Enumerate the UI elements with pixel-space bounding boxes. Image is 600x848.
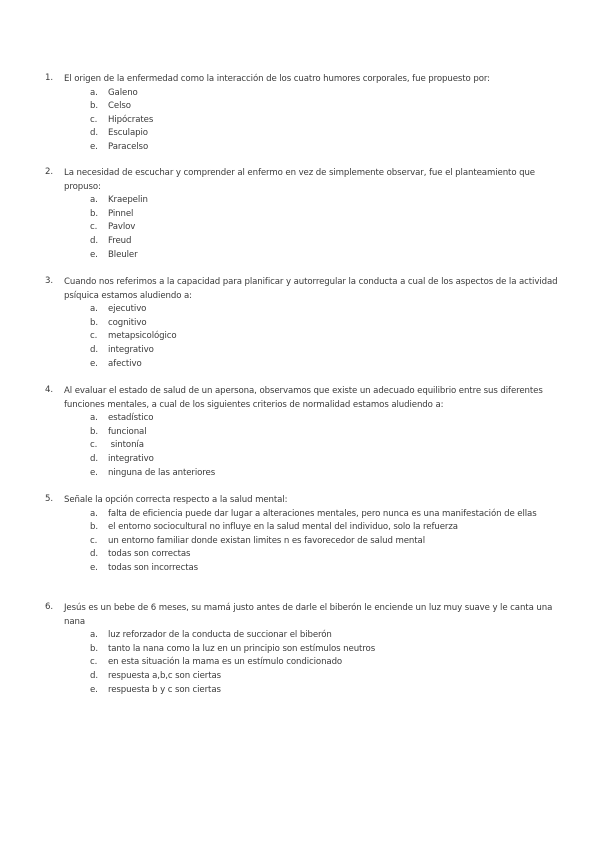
- option-c: [45, 330, 560, 344]
- question-text: Cuando nos referimos a la capacidad para planificar y autorregular la conducta a cual de los aspectos de la actividad psíquica estamos aludiendo a:: [64, 277, 558, 301]
- option-c: [45, 439, 560, 453]
- question-number: 6.: [45, 602, 53, 612]
- option-b: [45, 317, 560, 331]
- question-6: [45, 602, 560, 697]
- option-c: [45, 535, 560, 549]
- option-letter: d.: [90, 670, 98, 681]
- question-3: [45, 276, 560, 371]
- options-list: [45, 412, 560, 480]
- option-letter: b.: [90, 208, 98, 219]
- option-text: Hipócrates: [108, 114, 154, 125]
- option-letter: e.: [90, 467, 98, 478]
- option-text: sintonía: [108, 440, 144, 451]
- option-text: Esculapio: [108, 128, 148, 139]
- option-b: [45, 426, 560, 440]
- option-d: [45, 344, 560, 358]
- option-a: [45, 508, 560, 522]
- option-text: Galeno: [108, 87, 138, 98]
- option-letter: e.: [90, 562, 98, 573]
- option-text: ninguna de las anteriores: [108, 467, 216, 478]
- option-e: [45, 249, 560, 263]
- option-letter: d.: [90, 549, 98, 560]
- option-letter: d.: [90, 453, 98, 464]
- option-text: un entorno familiar donde existan limites n es favorecedor de salud mental: [108, 535, 425, 546]
- option-d: [45, 670, 560, 684]
- option-e: [45, 467, 560, 481]
- question-number: 2.: [45, 167, 53, 177]
- option-letter: e.: [90, 141, 98, 152]
- options-list: [45, 508, 560, 576]
- option-e: [45, 141, 560, 155]
- option-c: [45, 221, 560, 235]
- option-letter: b.: [90, 643, 98, 654]
- option-text: el entorno sociocultural no influye en la salud mental del individuo, solo la refuerza: [108, 522, 458, 533]
- option-letter: e.: [90, 684, 98, 695]
- option-text: funcional: [108, 426, 147, 437]
- option-letter: c.: [90, 657, 98, 668]
- option-b: [45, 643, 560, 657]
- question-4: [45, 385, 560, 480]
- options-list: [45, 194, 560, 262]
- option-letter: e.: [90, 358, 98, 369]
- option-e: [45, 684, 560, 698]
- option-a: [45, 87, 560, 101]
- question-text: La necesidad de escuchar y comprender al enfermo en vez de simplemente observar, fue el planteamiento que propuso:: [64, 168, 535, 192]
- option-text: todas son correctas: [108, 549, 191, 560]
- option-text: Paracelso: [108, 141, 149, 152]
- option-a: [45, 412, 560, 426]
- option-a: [45, 303, 560, 317]
- option-e: [45, 358, 560, 372]
- option-text: cognitivo: [108, 317, 147, 328]
- option-text: respuesta a,b,c son ciertas: [108, 670, 222, 681]
- option-text: Pavlov: [108, 222, 136, 233]
- options-list: [45, 629, 560, 697]
- option-letter: a.: [90, 508, 98, 519]
- option-letter: a.: [90, 630, 98, 641]
- option-c: [45, 114, 560, 128]
- option-b: [45, 208, 560, 222]
- option-letter: d.: [90, 235, 98, 246]
- question-2: [45, 167, 560, 262]
- option-text: metapsicológico: [108, 331, 177, 342]
- option-text: Celso: [108, 101, 131, 112]
- option-letter: c.: [90, 331, 98, 342]
- option-a: [45, 194, 560, 208]
- option-letter: b.: [90, 317, 98, 328]
- option-text: luz reforzador de la conducta de succionar el biberón: [108, 630, 332, 641]
- question-number: 1.: [45, 73, 53, 83]
- option-letter: c.: [90, 114, 98, 125]
- option-letter: b.: [90, 426, 98, 437]
- option-letter: d.: [90, 128, 98, 139]
- option-letter: b.: [90, 101, 98, 112]
- option-text: integrativo: [108, 344, 154, 355]
- option-text: Pinnel: [108, 208, 134, 219]
- option-d: [45, 235, 560, 249]
- option-d: [45, 453, 560, 467]
- option-letter: c.: [90, 440, 98, 451]
- option-letter: a.: [90, 413, 98, 424]
- question-number: 4.: [45, 385, 53, 395]
- option-b: [45, 100, 560, 114]
- option-text: en esta situación la mama es un estímulo condicionado: [108, 657, 343, 668]
- option-b: [45, 521, 560, 535]
- options-list: [45, 87, 560, 155]
- option-text: integrativo: [108, 453, 154, 464]
- options-list: [45, 303, 560, 371]
- option-a: [45, 629, 560, 643]
- option-d: [45, 548, 560, 562]
- option-letter: a.: [90, 87, 98, 98]
- question-number: 5.: [45, 494, 53, 504]
- option-text: Freud: [108, 235, 132, 246]
- question-5: [45, 494, 560, 576]
- option-letter: a.: [90, 195, 98, 206]
- question-1: [45, 73, 560, 155]
- option-letter: d.: [90, 344, 98, 355]
- option-c: [45, 656, 560, 670]
- option-letter: c.: [90, 535, 98, 546]
- option-d: [45, 127, 560, 141]
- option-text: todas son incorrectas: [108, 562, 199, 573]
- option-text: Bleuler: [108, 249, 138, 260]
- option-letter: e.: [90, 249, 98, 260]
- question-text: Al evaluar el estado de salud de un apersona, observamos que existe un adecuado equilibrio entre sus diferentes funciones mentales, a cual de los siguientes criterios de normalidad estamos aludiendo a:: [64, 386, 543, 410]
- question-text: Jesús es un bebe de 6 meses, su mamá justo antes de darle el biberón le enciende un luz muy suave y le canta una nana: [64, 603, 553, 627]
- option-letter: c.: [90, 222, 98, 233]
- question-text: Señale la opción correcta respecto a la salud mental:: [64, 495, 288, 505]
- question-text: El origen de la enfermedad como la interacción de los cuatro humores corporales, fue propuesto por:: [64, 74, 490, 84]
- option-e: [45, 562, 560, 576]
- option-letter: a.: [90, 304, 98, 315]
- question-number: 3.: [45, 276, 53, 286]
- option-text: Kraepelin: [108, 195, 148, 206]
- option-text: falta de eficiencia puede dar lugar a alteraciones mentales, pero nunca es una manifestación de ellas: [108, 508, 537, 519]
- option-text: ejecutivo: [108, 304, 147, 315]
- option-text: estadístico: [108, 413, 154, 424]
- option-letter: b.: [90, 522, 98, 533]
- option-text: tanto la nana como la luz en un principio son estímulos neutros: [108, 643, 376, 654]
- option-text: afectivo: [108, 358, 142, 369]
- option-text: respuesta b y c son ciertas: [108, 684, 221, 695]
